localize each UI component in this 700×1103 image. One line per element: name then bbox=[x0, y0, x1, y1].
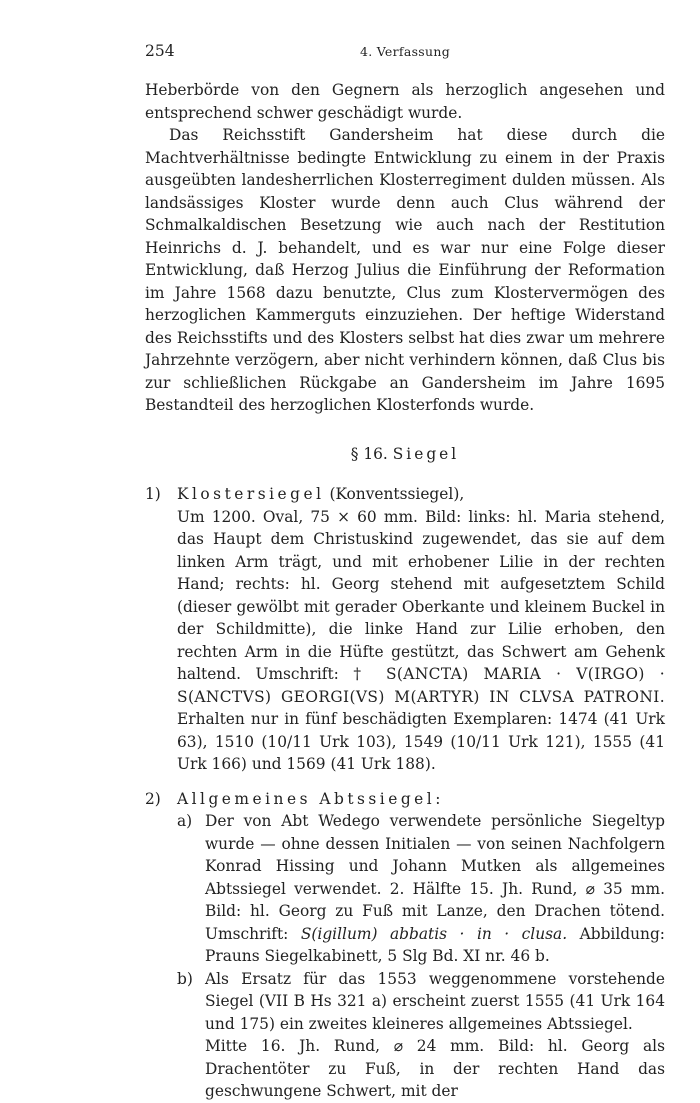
item-number: 1) bbox=[145, 485, 161, 503]
list-item bbox=[145, 788, 665, 1103]
running-head: 4. Verfassung bbox=[359, 44, 451, 59]
item-text: Als Ersatz für das 1553 weggenommene vorstehende Siegel (VII B Hs 321 a) erscheint zuerst 1555 (41 Urk 164 und 175) ein zweites kleineres allgemeines Abtssiegel. bbox=[205, 969, 665, 1033]
page-number: 254 bbox=[145, 42, 175, 60]
item-title-suffix: : bbox=[435, 789, 441, 808]
body-paragraph: Heberbörde von den Gegnern als herzoglich angesehen und entsprechend schwer geschädigt wurde. bbox=[145, 81, 665, 122]
section-title: Siegel bbox=[392, 444, 460, 463]
page-body bbox=[145, 79, 665, 1103]
item-title bbox=[177, 483, 665, 506]
sub-item-text bbox=[205, 810, 665, 968]
sub-item-letter: b) bbox=[177, 969, 193, 988]
seal-inscription: † S(ANCTA) MARIA · V(IRGO) · S(ANCTVS) GEORGI(VS) M(ARTYR) IN CLVSA PATRONI. bbox=[177, 665, 665, 706]
list-item bbox=[145, 483, 665, 776]
section-number: § 16. bbox=[350, 444, 388, 463]
item-number: 2) bbox=[145, 789, 161, 808]
sub-item bbox=[177, 968, 665, 1103]
page-header bbox=[145, 42, 665, 62]
item-text: Mitte 16. Jh. Rund, ⌀ 24 mm. Bild: hl. Georg als Drachentöter zu Fuß, in der rechten Hand das geschwungene Schwert, mit der bbox=[205, 1037, 665, 1100]
item-text: Der von Abt Wedego verwendete persönliche Siegeltyp wurde — ohne dessen Initialen — von seinen Nachfolgern Konrad Hissing und Johann Mutken als allgemeines Abtssiegel verwendet. 2. Hälfte 15. Jh. Rund, ⌀ 35 mm. Bild: hl. Georg zu Fuß mit Lanze, den Drachen tötend. Umschrift: bbox=[205, 812, 665, 943]
item-title-spaced: Allgemeines Abtssiegel bbox=[177, 789, 436, 808]
seal-inscription: S(igillum) abbatis · in · clusa. bbox=[300, 924, 568, 943]
sub-item-text bbox=[205, 968, 665, 1103]
item-description bbox=[177, 506, 665, 776]
item-text: Um 1200. Oval, 75 × 60 mm. Bild: links: hl. Maria stehend, das Haupt dem Christuskind zugewendet, das sie auf dem linken Arm trägt, und mit erhobener Lilie in der rechten Hand; rechts: hl. Georg stehend mit aufgesetztem Schild (dieser gewölbt mit gerader Oberkante und kleinem Buckel in der Schildmitte), die linke Hand zur Lilie erhoben, den rechten Arm in die Hüfte gestützt, das Schwert am Gehenk haltend. Umschrift: bbox=[177, 507, 665, 683]
item-title bbox=[177, 788, 665, 811]
section-heading bbox=[145, 443, 665, 466]
sub-item bbox=[177, 810, 665, 968]
sub-item-letter: a) bbox=[177, 812, 193, 830]
item-text: Abbildung: Prauns Siegelkabinett, 5 Slg Bd. XI nr. 46 b. bbox=[205, 924, 665, 965]
item-text: Erhalten nur in fünf beschädigten Exemplaren: 1474 (41 Urk 63), 1510 (10/11 Urk 103), 1549 (10/11 Urk 121), 1555 (41 Urk 166) und 1569 (41 Urk 188). bbox=[177, 710, 665, 773]
item-title-suffix: (Konventssiegel), bbox=[324, 485, 465, 503]
item-title-spaced: Klostersiegel bbox=[177, 485, 325, 503]
body-paragraph: Das Reichsstift Gandersheim hat diese durch die Machtverhältnisse bedingte Entwicklung zu einem in der Praxis ausgeübten landesherrlichen Klosterregiment dulden müssen. Als landsässiges Kloster wurde denn auch Clus während der Schmalkaldischen Besetzung wie auch nach der Restitution Heinrichs d. J. behandelt, und es war nur eine Folge dieser Entwicklung, daß Herzog Julius die Einführung der Reformation im Jahre 1568 dazu benutzte, Clus zum Klostervermögen des herzoglichen Kammerguts einzuziehen. Der heftige Widerstand des Reichsstifts und des Klosters selbst hat dies zwar um mehrere Jahrzehnte verzögern, aber nicht verhindern können, daß Clus bis zur schließlichen Rückgabe an Gandersheim im Jahre 1695 Bestandteil des herzoglichen Klosterfonds wurde. bbox=[145, 126, 665, 414]
